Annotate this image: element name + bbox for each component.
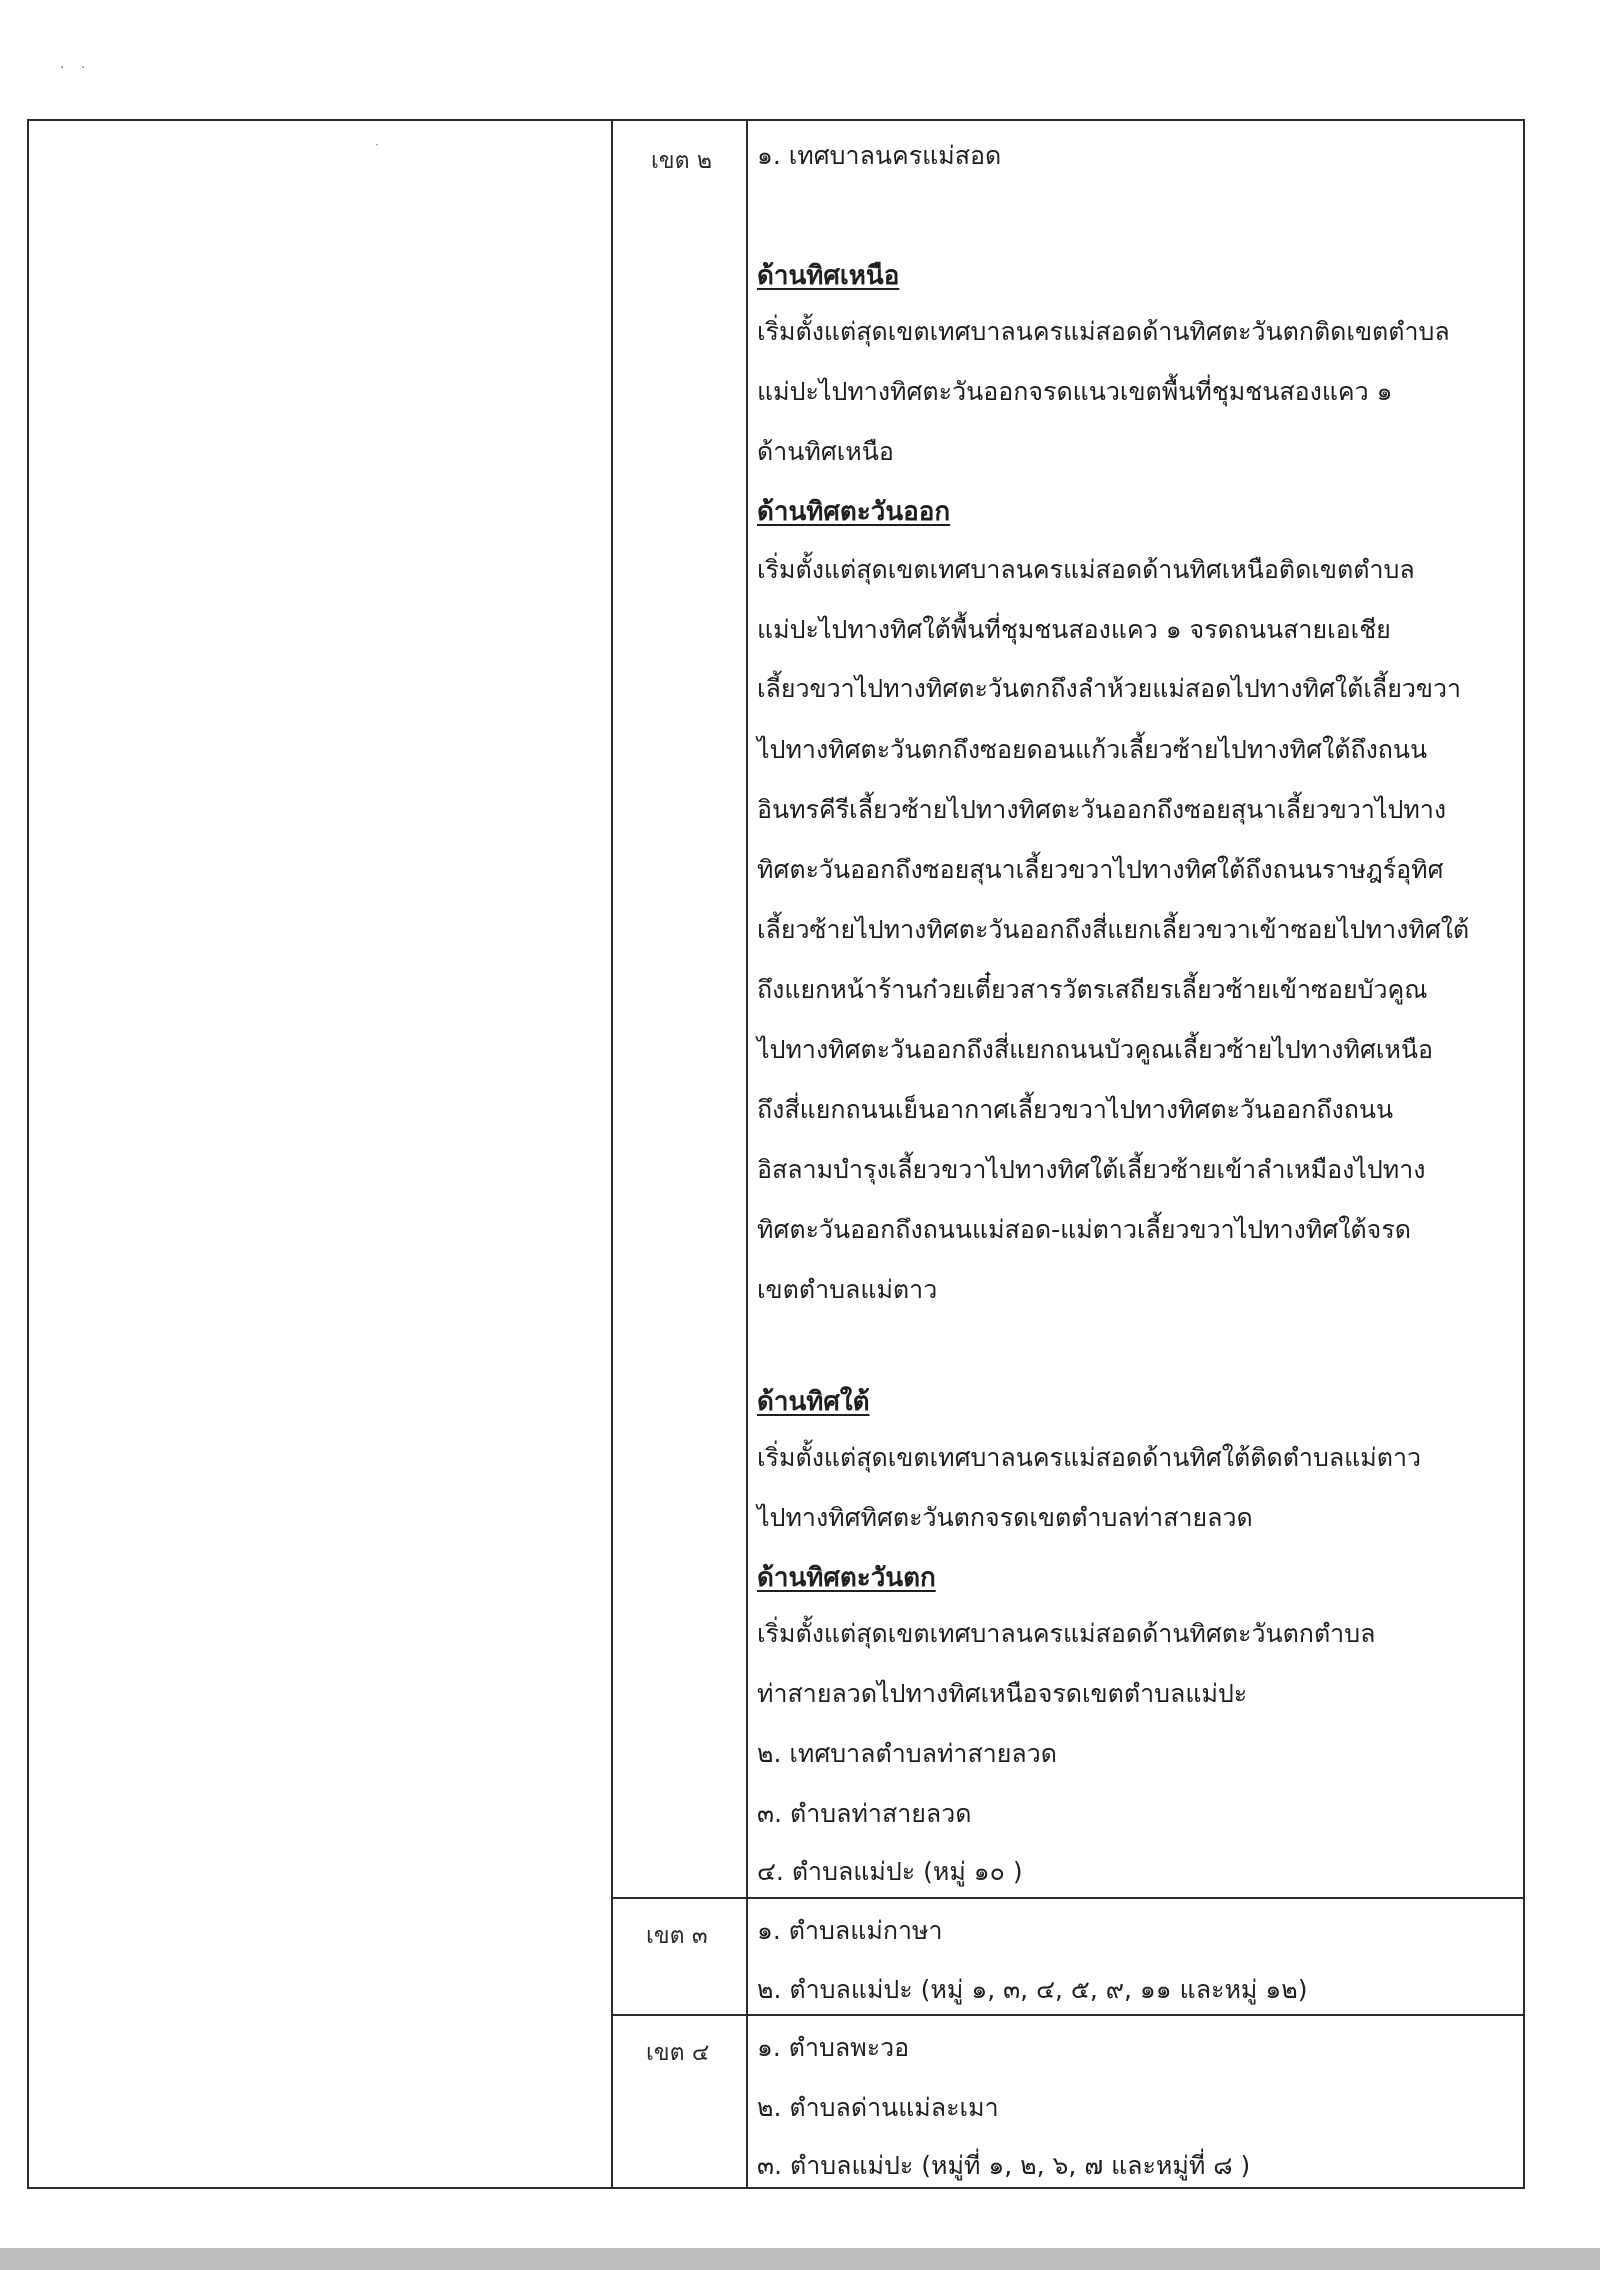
- zone-label: เขต ๒: [651, 148, 712, 174]
- area-item: ๒. ตำบลด่านแม่ละเมา: [757, 2093, 999, 2122]
- boundary-line: เริ่มตั้งแต่สุดเขตเทศบาลนครแม่สอดด้านทิศใต้ติดตำบลแม่ตาว: [757, 1443, 1422, 1472]
- area-item: ๓. ตำบลแม่ปะ (หมู่ที่ ๑, ๒, ๖, ๗ และหมู่ที่ ๘ ): [757, 2151, 1251, 2180]
- area-item: ๑. ตำบลพะวอ: [757, 2033, 910, 2062]
- row-divider: [611, 1897, 1523, 1899]
- column-divider: [611, 121, 613, 2187]
- boundary-line: เริ่มตั้งแต่สุดเขตเทศบาลนครแม่สอดด้านทิศตะวันตกตำบล: [757, 1619, 1376, 1648]
- area-item: ๔. ตำบลแม่ปะ (หมู่ ๑๐ ): [757, 1857, 1023, 1886]
- boundary-line: เริ่มตั้งแต่สุดเขตเทศบาลนครแม่สอดด้านทิศเหนือติดเขตตำบล: [757, 555, 1415, 584]
- boundary-line: ด้านทิศเหนือ: [757, 437, 894, 466]
- zone-label: เขต ๓: [646, 1923, 708, 1949]
- boundary-line: ทิศตะวันออกถึงซอยสุนาเลี้ยวขวาไปทางทิศใต้ถึงถนนราษฎร์อุทิศ: [757, 855, 1444, 884]
- direction-heading: ด้านทิศตะวันตก: [757, 1563, 936, 1593]
- boundary-line: ไปทางทิศทิศตะวันตกจรดเขตตำบลท่าสายลวด: [757, 1503, 1253, 1532]
- boundary-line: ท่าสายลวดไปทางทิศเหนือจรดเขตตำบลแม่ปะ: [757, 1679, 1248, 1708]
- area-item: ๑. ตำบลแม่กาษา: [757, 1916, 943, 1945]
- area-item: ๓. ตำบลท่าสายลวด: [757, 1799, 972, 1828]
- boundary-line: เลี้ยวขวาไปทางทิศตะวันตกถึงลำห้วยแม่สอดไปทางทิศใต้เลี้ยวขวา: [757, 674, 1462, 703]
- boundary-line: เลี้ยวซ้ายไปทางทิศตะวันออกถึงสี่แยกเลี้ยวขวาเข้าซอยไปทางทิศใต้: [757, 915, 1470, 944]
- boundary-line: แม่ปะไปทางทิศตะวันออกจรดแนวเขตพื้นที่ชุมชนสองแคว ๑: [757, 377, 1393, 406]
- boundary-line: อิสลามบำรุงเลี้ยวขวาไปทางทิศใต้เลี้ยวซ้ายเข้าลำเหมืองไปทาง: [757, 1155, 1426, 1184]
- scan-speck: ˙: [70, 118, 77, 134]
- direction-heading: ด้านทิศเหนือ: [757, 261, 900, 291]
- boundary-line: อินทรคีรีเลี้ยวซ้ายไปทางทิศตะวันออกถึงซอยสุนาเลี้ยวขวาไปทาง: [757, 795, 1447, 824]
- zone-label: เขต ๔: [646, 2040, 710, 2066]
- boundary-line: แม่ปะไปทางทิศใต้พื้นที่ชุมชนสองแคว ๑ จรดถนนสายเอเชีย: [757, 615, 1391, 644]
- boundary-line: ไปทางทิศตะวันตกถึงซอยดอนแก้วเลี้ยวซ้ายไปทางทิศใต้ถึงถนน: [757, 735, 1428, 764]
- direction-heading: ด้านทิศใต้: [757, 1387, 870, 1417]
- district-table: [27, 119, 1525, 2189]
- scan-edge: [0, 2248, 1600, 2270]
- boundary-line: เขตตำบลแม่ตาว: [757, 1275, 938, 1304]
- boundary-line: ถึงสี่แยกถนนเย็นอากาศเลี้ยวขวาไปทางทิศตะวันออกถึงถนน: [757, 1095, 1394, 1124]
- boundary-line: ไปทางทิศตะวันออกถึงสี่แยกถนนบัวคูณเลี้ยวซ้ายไปทางทิศเหนือ: [757, 1035, 1433, 1064]
- area-item: ๑. เทศบาลนครแม่สอด: [757, 141, 1002, 170]
- boundary-line: ถึงแยกหน้าร้านก๋วยเตี๋ยวสารวัตรเสถียรเลี้ยวซ้ายเข้าซอยบัวคูณ: [757, 975, 1428, 1004]
- scan-speck: · ·: [60, 60, 92, 76]
- row-divider: [611, 2014, 1523, 2016]
- column-divider: [746, 121, 748, 2187]
- boundary-line: ทิศตะวันออกถึงถนนแม่สอด-แม่ตาวเลี้ยวขวาไปทางทิศใต้จรด: [757, 1215, 1411, 1244]
- direction-heading: ด้านทิศตะวันออก: [757, 497, 951, 527]
- scan-speck: ·: [375, 138, 379, 152]
- area-item: ๒. ตำบลแม่ปะ (หมู่ ๑, ๓, ๔, ๕, ๙, ๑๑ และหมู่ ๑๒): [757, 1975, 1308, 2004]
- area-item: ๒. เทศบาลตำบลท่าสายลวด: [757, 1739, 1058, 1768]
- boundary-line: เริ่มตั้งแต่สุดเขตเทศบาลนครแม่สอดด้านทิศตะวันตกติดเขตตำบล: [757, 317, 1450, 346]
